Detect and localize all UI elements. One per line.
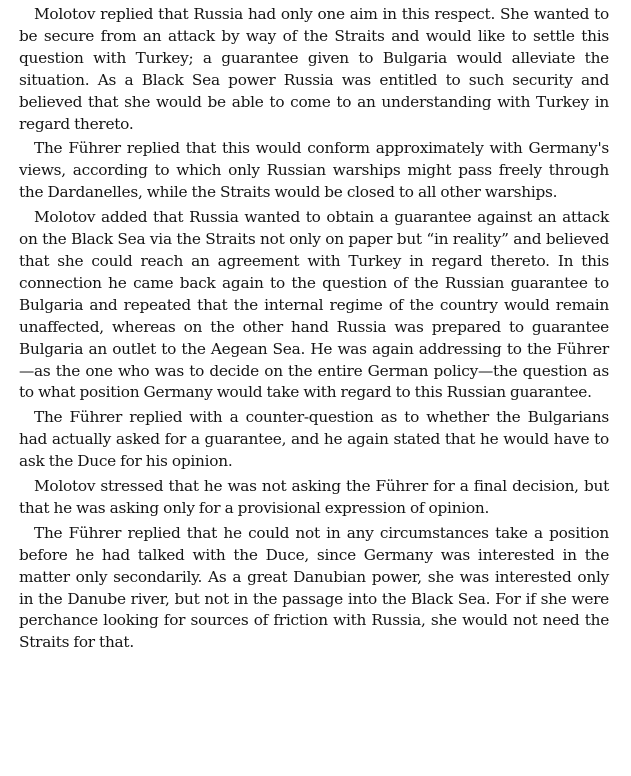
paragraph-fuhrer-duce: The Führer replied that he could not in any circumstances take a position before he had talked with the Duce, since Germany was interested in the matter only secondarily. As a great Danubian power, she was interested only in the Danube river, but not in the passage into the Black Sea. For if she were perchance looking for sources of friction with Russia, she would not need the Straits for that. (19, 523, 609, 652)
paragraph-fuhrer-views: The Führer replied that this would conform approximately with Germany's views, according to which only Russian warships might pass freely through the Dardanelles, while the Straits would be closed to all other warships. (19, 139, 609, 202)
paragraph-molotov-provisional: Molotov stressed that he was not asking the Führer for a final decision, but that he was asking only for a provisional expression of opinion. (19, 477, 609, 517)
paragraph-molotov-guarantee: Molotov added that Russia wanted to obtain a guarantee against an attack on the Black Sea via the Straits not only on paper but “in reality” and believed that she could reach an agreement with Turkey in regard thereto. In this connection he came back again to the question of the Russian guarantee to Bulgaria and repeated that the internal regime of the country would remain unaffected, whereas on the other hand Russia was prepared to guarantee Bulgaria an outlet to the Aegean Sea. He was again addressing to the Führer—as the one who was to decide on the entire German policy—the question as to what position Germany would take with regard to this Russian guarantee. (19, 208, 609, 402)
paragraph-fuhrer-counter-question: The Führer replied with a counter-question as to whether the Bulgarians had actually asked for a guarantee, and he again stated that he would have to ask the Duce for his opinion. (19, 408, 609, 471)
paragraph-molotov-aim: Molotov replied that Russia had only one aim in this respect. She wanted to be secure from an attack by way of the Straits and would like to settle this question with Turkey; a guarantee given to Bulgaria would alleviate the situation. As a Black Sea power Russia was entitled to such security and believed that she would be able to come to an understanding with Turkey in regard thereto. (19, 5, 609, 133)
document-page (19, 4, 609, 657)
